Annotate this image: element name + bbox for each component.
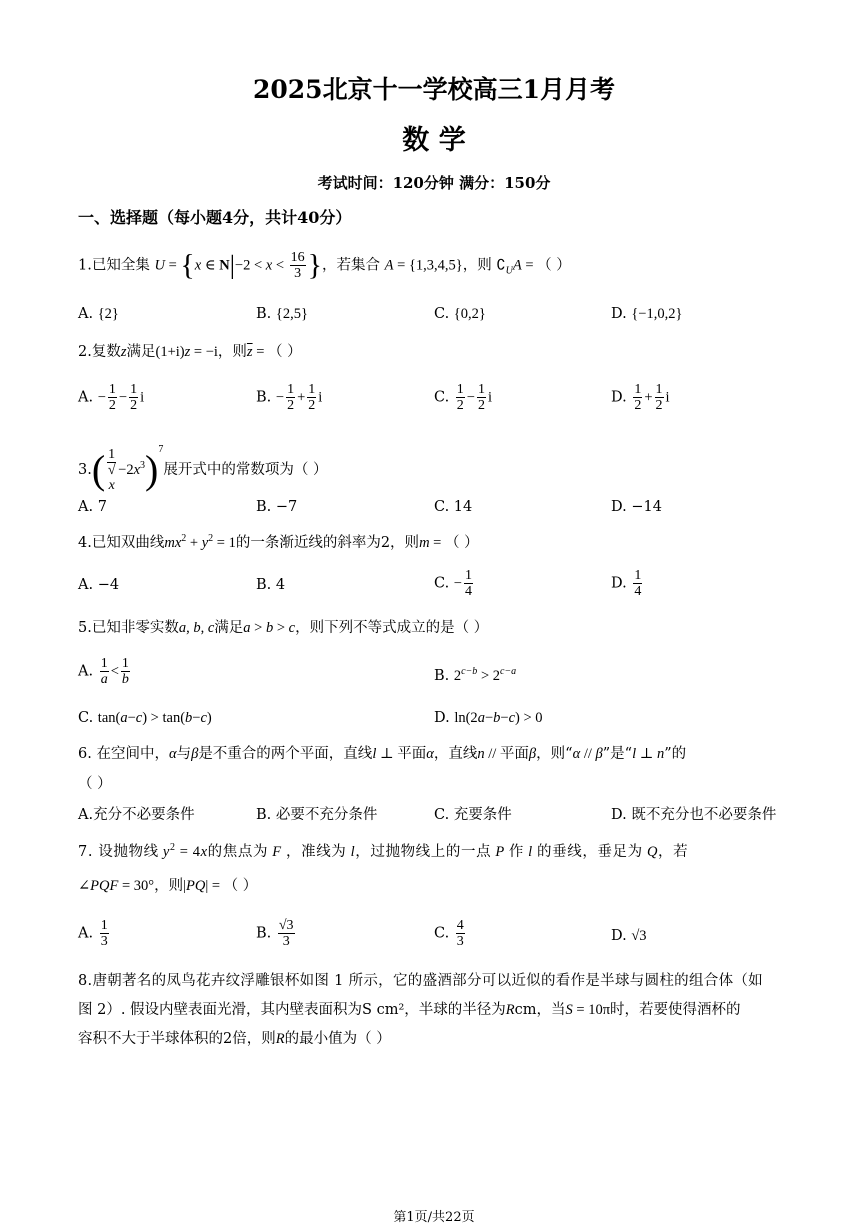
q3-option-a: A. 7 <box>78 499 107 515</box>
q4-option-a: A. −4 <box>78 577 120 593</box>
q6-option-c: C. 充要条件 <box>434 807 512 823</box>
q4-option-b: B. 4 <box>256 577 286 593</box>
q4-option-c: C. − $\frac{1}{4}$ <box>434 568 472 599</box>
q1-option-a: A. {2} <box>78 306 119 322</box>
q5-option-d: D. ln(2a−b−c) > 0 <box>434 710 543 726</box>
q6-option-d: D. 既不充分也不必要条件 <box>611 807 777 823</box>
q6-option-b: B. 必要不充分条件 <box>256 807 378 823</box>
section-heading: 一、选择题（每小题4分，共计40分） <box>78 208 352 227</box>
question-2: 2.复数z满足(1+i)z = −i，则$\overline{z}$ = （ ） <box>78 344 302 360</box>
q7-option-d: D. √3 <box>611 928 647 944</box>
q2-option-d: D. $\frac{1}{2}$ + $\frac{1}{2}$ i <box>611 382 670 413</box>
q1-option-b: B. {2,5} <box>256 306 308 322</box>
q5-option-c: C. tan(a−c) > tan(b−c) <box>78 710 212 726</box>
question-4: 4.已知双曲线$mx^2 + y^2 = 1$的一条渐近线的斜率为2，则m = （ ） <box>78 533 479 551</box>
question-8-line3: 容积不大于半球体积的2倍，则R的最小值为（ ） <box>78 1031 391 1047</box>
subject-title: 数 学 <box>402 125 466 156</box>
question-1: 1.已知全集 U = {x ∈ N|−2 < x < $\frac{16}{3}$ }，若集合 A = {1,3,4,5}，则 $∁_UA$ = （ ） <box>78 248 571 282</box>
question-3: 3.( 1 √ x $-2x^3)^7$展开式中的常数项为（ ） <box>78 444 328 493</box>
q5-option-b: B. $2^{c-b} > 2^{c-a}$ <box>434 666 517 684</box>
q1-option-c: C. {0,2} <box>434 306 486 322</box>
q2-option-c: C. $\frac{1}{2}$ − $\frac{1}{2}$ i <box>434 382 493 413</box>
q1-option-d: D. {−1,0,2} <box>611 306 683 322</box>
q7-option-a: A. $\frac{1}{3}$ <box>78 918 108 949</box>
q2-option-b: B. − $\frac{1}{2}$ + $\frac{1}{2}$ i <box>256 382 323 413</box>
question-8-line2: 图 2）. 假设内壁表面光滑，其内壁表面积为S cm²，半球的半径为Rcm，当S = 10π时，若要使得酒杯的 <box>78 1002 741 1018</box>
exam-info: 考试时间：120分钟 满分：150分 <box>317 174 551 192</box>
question-6-line2: （ ） <box>78 776 112 792</box>
q3-option-d: D. −14 <box>611 499 662 515</box>
q2-option-a: A. − $\frac{1}{2}$ − $\frac{1}{2}$ i <box>78 382 145 413</box>
question-8-line1: 8.唐朝著名的凤鸟花卉纹浮雕银杯如图 1 所示，它的盛酒部分可以近似的看作是半球与圆柱的组合体（如 <box>78 973 763 989</box>
exam-title: 2025北京十一学校高三1月月考 <box>253 75 615 104</box>
question-6: 6. 在空间中，α与β是不重合的两个平面，直线l ⊥ 平面α，直线n // 平面β，则“α // β”是“l ⊥ n”的 <box>78 746 687 762</box>
q5-option-a: A. $\frac{1}{a}$ < $\frac{1}{b}$ <box>78 656 129 687</box>
q7-option-b: B. $\frac{√3}{3}$ <box>256 918 294 949</box>
q4-option-d: D. $\frac{1}{4}$ <box>611 568 642 599</box>
question-7: 7. 设抛物线 $y^2 = 4x$的焦点为 F ，准线为 l，过抛物线上的一点 P 作 l 的垂线，垂足为 Q，若 <box>78 842 689 860</box>
page-footer: 第1页/共22页 <box>393 1210 475 1225</box>
q7-option-c: C. $\frac{4}{3}$ <box>434 918 464 949</box>
q6-option-a: A.充分不必要条件 <box>78 807 195 823</box>
q3-option-c: C. 14 <box>434 499 473 515</box>
q3-option-b: B. −7 <box>256 499 298 515</box>
question-7-line2: ∠PQF = 30°，则|PQ| = （ ） <box>78 878 258 894</box>
question-5: 5.已知非零实数a, b, c满足a > b > c，则下列不等式成立的是（ ） <box>78 620 489 636</box>
